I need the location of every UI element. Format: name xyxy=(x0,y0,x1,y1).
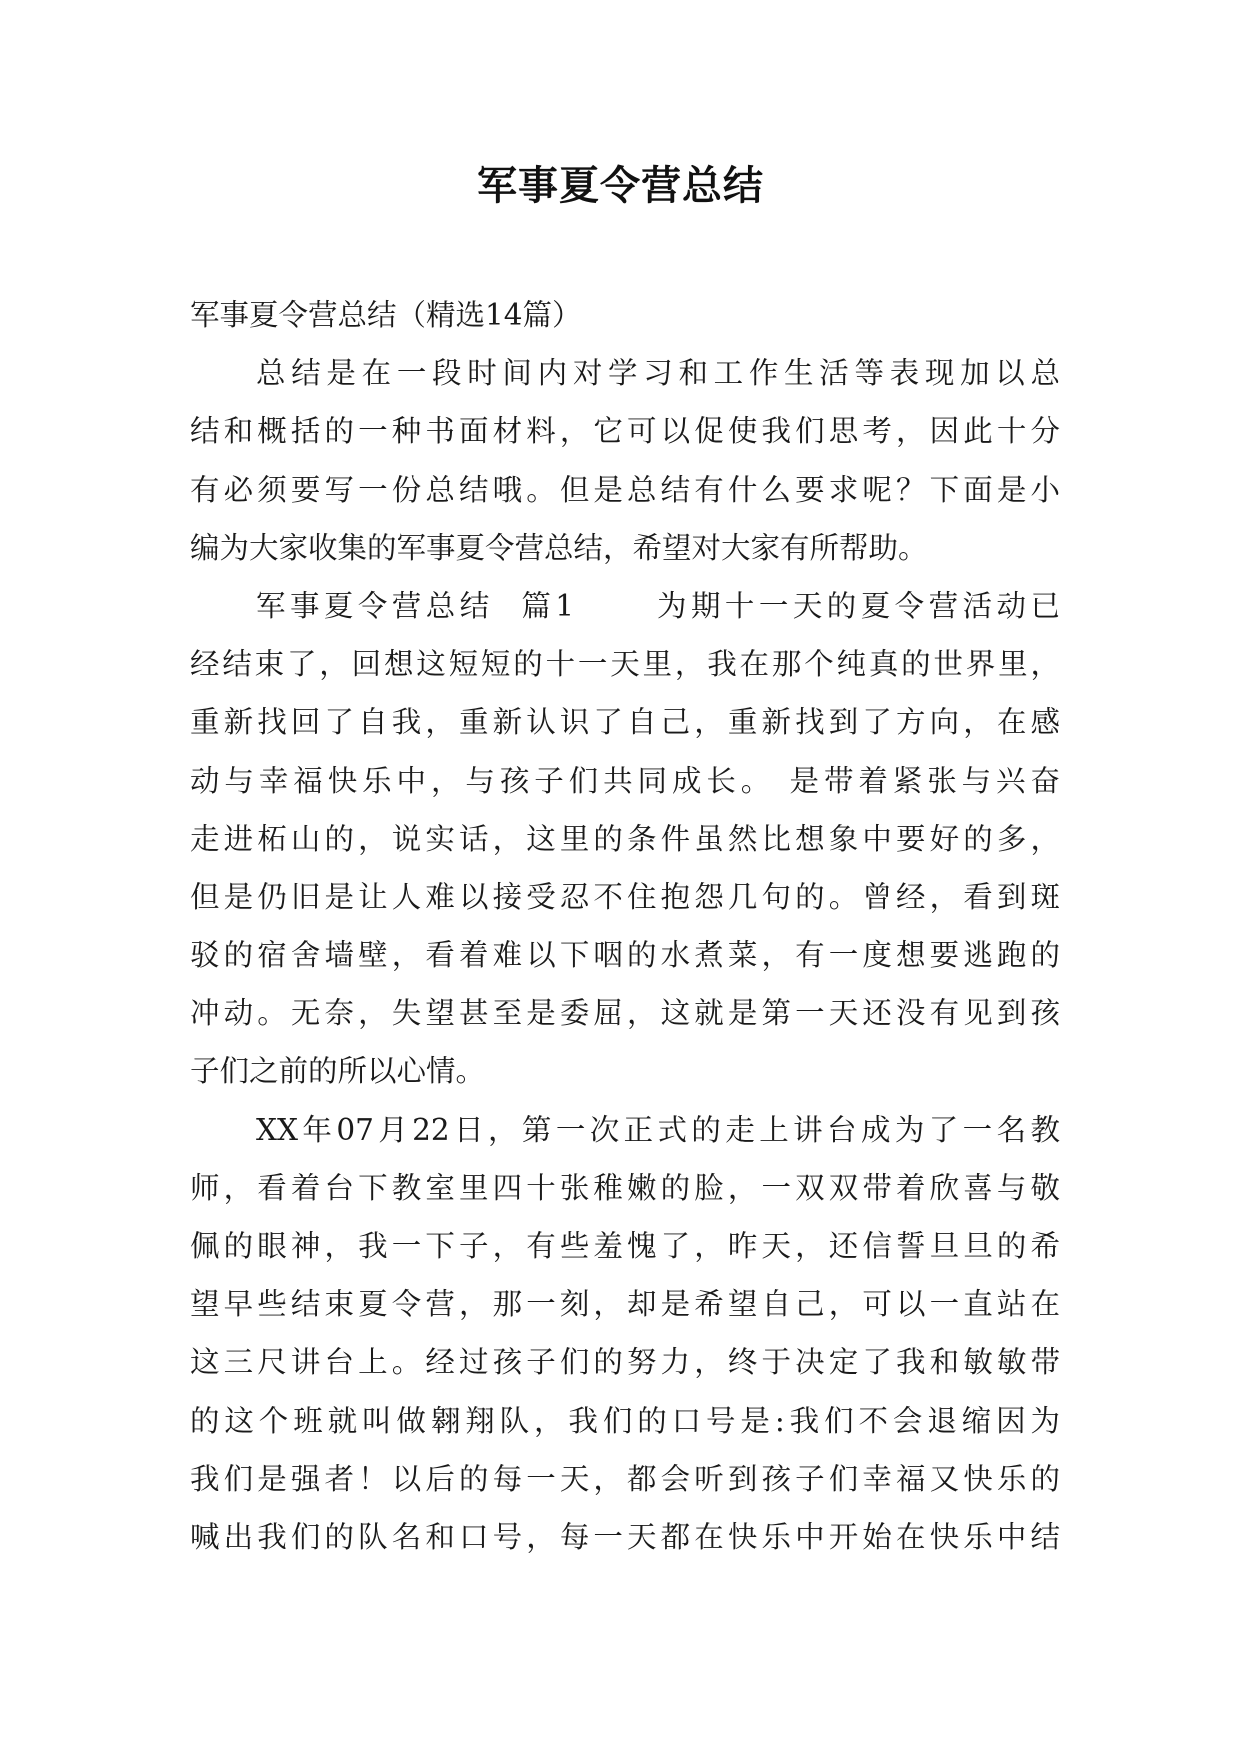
paragraph-line: 军事夏令营总结 篇1 为期十一天的夏令营活动已 xyxy=(256,588,1060,623)
paragraph-line: 望早些结束夏令营，那一刻，却是希望自己，可以一直站在 xyxy=(190,1287,1060,1322)
paragraph-line: 但是仍旧是让人难以接受忍不住抱怨几句的。曾经，看到斑 xyxy=(190,879,1060,914)
paragraph-line: 编为大家收集的军事夏令营总结，希望对大家有所帮助。 xyxy=(190,530,928,565)
paragraph-line: 走进柘山的，说实话，这里的条件虽然比想象中要好的多， xyxy=(190,821,1060,856)
paragraph-line: 结和概括的一种书面材料，它可以促使我们思考，因此十分 xyxy=(190,414,1060,449)
paragraph-line: 佩的眼神，我一下子，有些羞愧了，昨天，还信誓旦旦的希 xyxy=(190,1229,1060,1263)
paragraph-line: 冲动。无奈，失望甚至是委屈，这就是第一天还没有见到孩 xyxy=(190,996,1060,1031)
paragraph-line: 的这个班就叫做翱翔队，我们的口号是:我们不会退缩因为 xyxy=(190,1403,1060,1438)
paragraph-line: 总结是在一段时间内对学习和工作生活等表现加以总 xyxy=(256,356,1060,391)
paragraph-line: 有必须要写一份总结哦。但是总结有什么要求呢？下面是小 xyxy=(190,472,1060,507)
subtitle-line: 军事夏令营总结（精选14篇） xyxy=(190,298,582,332)
paragraph-line: 重新找回了自我，重新认识了自己，重新找到了方向，在感 xyxy=(190,705,1060,740)
paragraph-line: 子们之前的所以心情。 xyxy=(190,1054,486,1089)
paragraph-line: 动与幸福快乐中，与孩子们共同成长。 是带着紧张与兴奋 xyxy=(190,763,1060,798)
paragraph-line: 驳的宿舍墙壁，看着难以下咽的水煮菜，有一度想要逃跑的 xyxy=(190,938,1060,973)
paragraph-line: 喊出我们的队名和口号，每一天都在快乐中开始在快乐中结 xyxy=(190,1519,1060,1554)
paragraph-line: 我们是强者！以后的每一天，都会听到孩子们幸福又快乐的 xyxy=(190,1461,1060,1496)
paragraph-line: 师，看着台下教室里四十张稚嫩的脸，一双双带着欣喜与敬 xyxy=(190,1170,1060,1205)
paragraph-line: XX年07月22日，第一次正式的走上讲台成为了一名教 xyxy=(256,1112,1060,1147)
paragraph-line: 这三尺讲台上。经过孩子们的努力，终于决定了我和敏敏带 xyxy=(190,1345,1060,1380)
document-title: 军事夏令营总结 xyxy=(477,163,764,209)
document-body xyxy=(190,286,1060,1566)
paragraph-line: 经结束了，回想这短短的十一天里，我在那个纯真的世界里， xyxy=(190,647,1060,682)
